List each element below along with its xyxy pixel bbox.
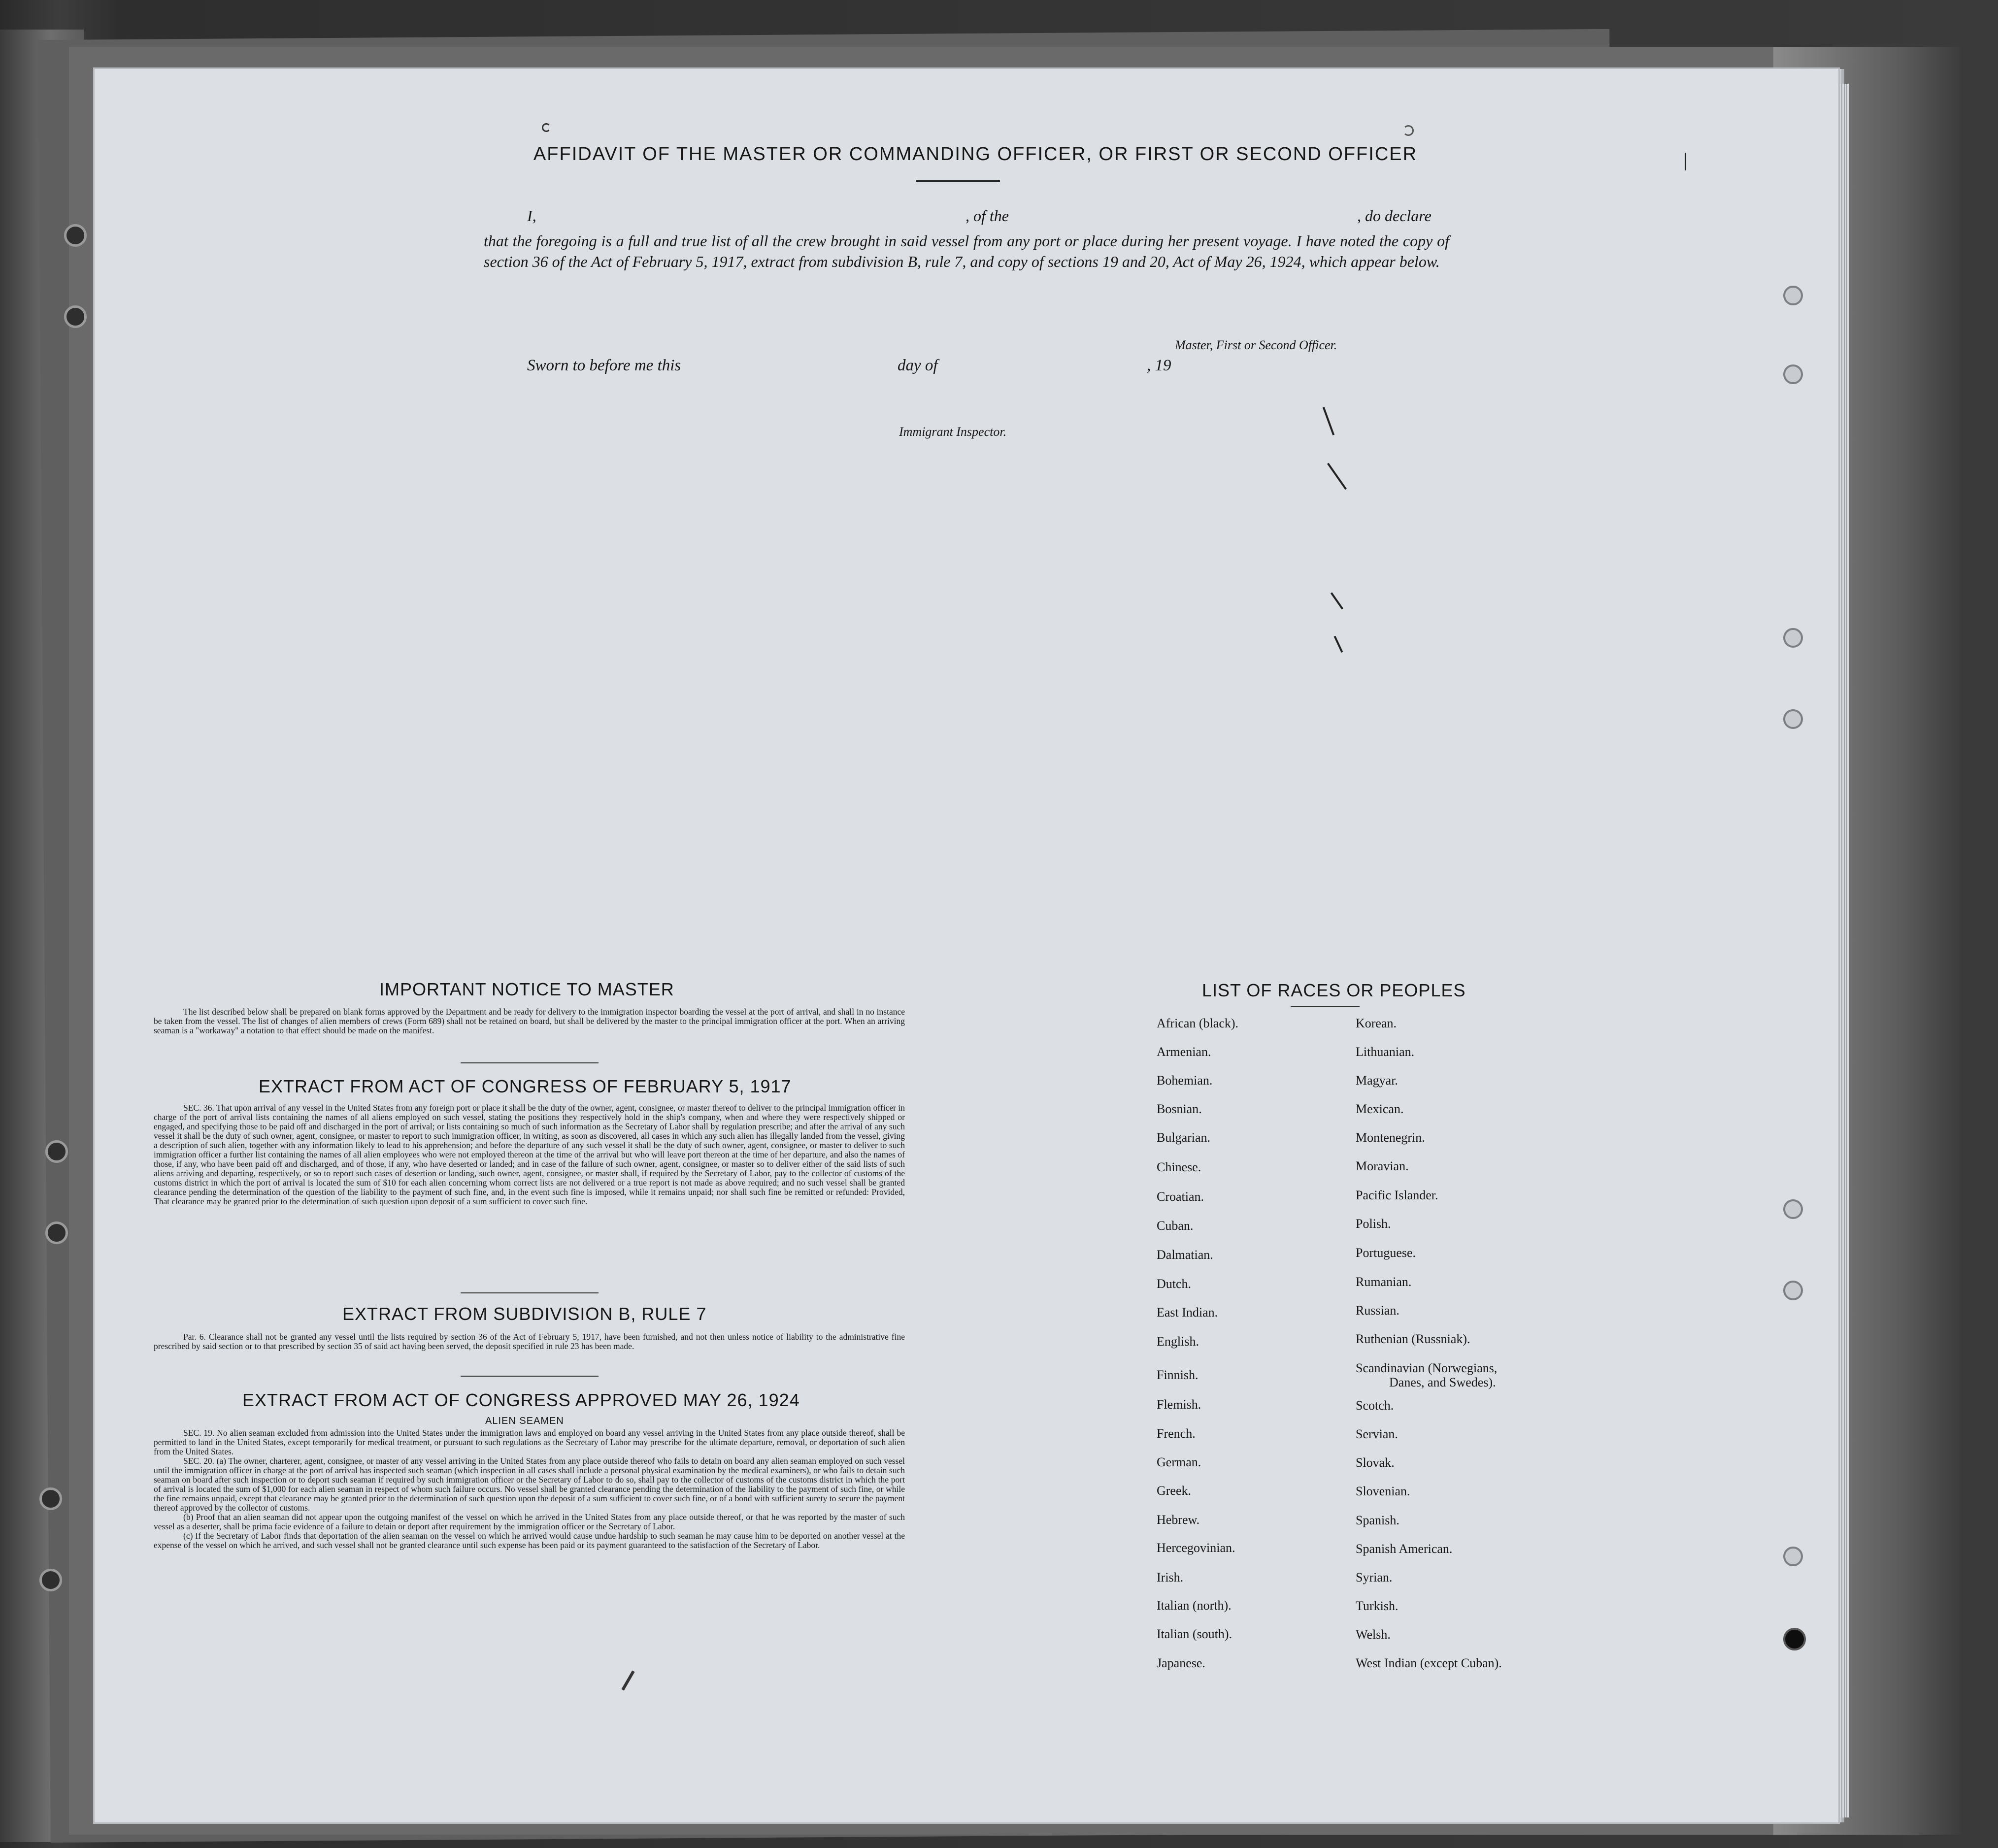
- race-item: Bosnian.: [1157, 1102, 1202, 1116]
- race-item: Italian (north).: [1157, 1598, 1232, 1613]
- race-item: Moravian.: [1356, 1159, 1409, 1173]
- races-title: LIST OF RACES OR PEOPLES: [1202, 980, 1466, 1000]
- race-item: Slovak.: [1356, 1455, 1395, 1470]
- sec36-paragraph: SEC. 36. That upon arrival of any vessel in the United States from any foreign port or place it shall be the duty of the owner, agent, consignee, or master thereof to deliver to the principal immigration officer in charge of the port of arrival lists containing the names of all aliens employed on such vessel, stating the positions they respectively hold in the ship's company, when and where they were respectively shipped or engaged, and specifying those to be paid off and discharged in the port of arrival; or lists containing so much of such information as the Secretary of Labor shall by regulation prescribe; and after the arrival of any such vessel it shall be the duty of such owner, agent, consignee, or master to report to such immigration officer, in writing, as soon as discovered, all cases in which any such alien has illegally landed from the vessel, giving a description of such alien, together with any information likely to lead to his apprehension; and before the departure of any such vessel it shall be the duty of such owner, agent, consignee, or master to deliver to such immigration officer a further list containing the names of all alien employees who were not employed thereon at the time of the arrival but who will leave port thereon at the time of her departure, and also the names of those, if any, who have been paid off and discharged, and of those, if any, who have deserted or landed; and in case of the failure of such owner, agent, consignee, or master so to deliver either of the said lists of such aliens arriving and departing, respectively, or so to report such cases of desertion or landing, such owner, agent, consignee, or master shall, if required by the Secretary of Labor, pay to the collector of customs of the customs district in which the port of arrival is located the sum of $10 for each alien concerning whom correct lists are not delivered or a true report is not made as above required; and no such vessel shall be granted clearance pending the determination of the question of the liability to the payment of such fine, and, in the event such fine is imposed, while it remains unpaid; nor shall such fine be remitted or refunded: Provided, That clearance may be granted prior to the determination of such question upon deposit of a sum sufficient to cover such fine.: [154, 1103, 905, 1206]
- sec20c-paragraph: (c) If the Secretary of Labor finds that deportation of the alien seaman on the vessel on which he arrived would cause undue hardship to such seaman he may cause him to be deported on another vessel at the expense of the vessel on which he arrived, and such vessel shall not be granted clearance until such expense has been paid or its payment guaranteed to the satisfaction of the Secretary of Labor.: [154, 1531, 905, 1550]
- race-item: Japanese.: [1157, 1656, 1205, 1670]
- race-item: Mexican.: [1356, 1102, 1404, 1116]
- race-item: Lithuanian.: [1356, 1045, 1415, 1059]
- declarant-prefix: I,: [527, 207, 536, 225]
- declaration-text: that the foregoing is a full and true list of all the crew brought in said vessel from any port or place during her present voyage. I have noted the copy of section 36 of the Act of February 5, 1917, extract from subdivision B, rule 7, and copy of sections 19 and 20, Act of May 26, 1924, which appear below.: [484, 232, 1449, 270]
- punch-hole: [45, 1140, 68, 1163]
- race-item: Hebrew.: [1157, 1513, 1200, 1527]
- race-item: Welsh.: [1356, 1627, 1391, 1642]
- extract-1917-title: EXTRACT FROM ACT OF CONGRESS OF FEBRUARY 5, 1917: [259, 1076, 792, 1096]
- scan-speck: [542, 123, 551, 132]
- sworn-text: Sworn to before me this: [527, 357, 681, 374]
- page-stack-edge: [1840, 84, 1849, 1817]
- vessel-prefix: , of the: [966, 207, 1009, 225]
- race-item: Montenegrin.: [1356, 1130, 1425, 1145]
- notice-title: IMPORTANT NOTICE TO MASTER: [379, 979, 674, 999]
- punch-hole: [45, 1221, 68, 1244]
- section-rule: [461, 1062, 599, 1063]
- extract-rule7-title: EXTRACT FROM SUBDIVISION B, RULE 7: [342, 1304, 707, 1324]
- section-rule: [461, 1376, 599, 1377]
- race-item: Irish.: [1157, 1570, 1184, 1584]
- punch-hole: [1783, 1628, 1806, 1650]
- rule7-paragraph: Par. 6. Clearance shall not be granted any vessel until the lists required by section 36 of the Act of February 5, 1917, have been furnished, and not then unless notice of liability to the administrative fine prescribed by said section or to that prescribed by section 35 of said act having been served, the deposit specified in rule 23 has been made.: [154, 1332, 905, 1351]
- race-item: English.: [1157, 1334, 1199, 1349]
- sec20b-paragraph: (b) Proof that an alien seaman did not appear upon the outgoing manifest of the vessel on which he arrived in the United States from any place outside thereof, or that he was reported by the master of such vessel as a deserter, shall be prima facie evidence of a failure to detain or deport after requirement by the immigration officer or the Secretary of Labor.: [154, 1512, 905, 1531]
- punch-hole: [1783, 1199, 1803, 1219]
- pencil-mark: [1685, 153, 1686, 170]
- notice-paragraph: The list described below shall be prepared on blank forms approved by the Department and be ready for delivery to the immigration inspector boarding the vessel at the port of arrival, and shall in no instance be taken from the vessel. The list of changes of alien members of crews (Form 689) shall not be retained on board, but shall be delivered by the master to the principal immigration officer at the port. When an arriving seaman is a "workaway" a notation to that effect should be made on the manifest.: [154, 1007, 905, 1035]
- race-item: Polish.: [1356, 1217, 1391, 1231]
- race-item: Portuguese.: [1356, 1246, 1416, 1260]
- race-item: Greek.: [1157, 1484, 1192, 1498]
- race-item: Rumanian.: [1356, 1275, 1412, 1289]
- race-item: Italian (south).: [1157, 1627, 1232, 1641]
- sec20a-paragraph: SEC. 20. (a) The owner, charterer, agent, consignee, or master of any vessel arriving in the United States from any place outside thereof who fails to detain on board any alien seaman employed on such vessel until the immigration officer in charge at the port of arrival has inspected such seaman (which inspection in all cases shall include a personal physical examination by the medical examiners), or who fails to detain such seaman on board after such inspection or to deport such seaman if required by such immigration officer or the Secretary of Labor to do so, shall pay to the collector of customs of the customs district in which the port of arrival is located the sum of $1,000 for each alien seaman in respect of whom such failure occurs. No vessel shall be granted clearance pending the determination of the liability to the payment of such fine, or while the fine remains unpaid, except that clearance may be granted prior to the determination of such question upon the deposit of a sum sufficient to cover such fine, or of a bond with sufficient surety to secure the payment thereof approved by the collector of customs.: [154, 1456, 905, 1513]
- race-item: Bulgarian.: [1157, 1130, 1211, 1145]
- race-item: Pacific Islander.: [1356, 1188, 1438, 1202]
- extract-1924-text: [154, 1428, 905, 1550]
- punch-hole: [1783, 709, 1803, 729]
- race-item: Scandinavian (Norwegians,: [1356, 1361, 1498, 1375]
- race-item: Bohemian.: [1157, 1073, 1213, 1088]
- race-item: East Indian.: [1157, 1305, 1218, 1320]
- day-of-label: day of: [898, 357, 938, 374]
- punch-hole: [1783, 286, 1803, 305]
- race-item: Slovenian.: [1356, 1484, 1410, 1498]
- punch-hole: [1783, 628, 1803, 648]
- extract-rule7-text: [154, 1332, 905, 1351]
- punch-hole: [64, 305, 87, 328]
- race-item: Finnish.: [1157, 1368, 1199, 1382]
- race-item: Chinese.: [1157, 1160, 1201, 1174]
- punch-hole: [1783, 364, 1803, 384]
- extract-1924-title: EXTRACT FROM ACT OF CONGRESS APPROVED MAY 26, 1924: [242, 1390, 800, 1410]
- race-item: Spanish.: [1356, 1513, 1399, 1527]
- race-item: Danes, and Swedes).: [1389, 1375, 1496, 1389]
- race-item: Scotch.: [1356, 1398, 1394, 1413]
- race-item: Croatian.: [1157, 1189, 1204, 1204]
- manifest-page: [95, 69, 1838, 1822]
- race-item: Korean.: [1356, 1016, 1397, 1030]
- punch-hole: [64, 224, 87, 247]
- notice-text: [154, 1007, 905, 1035]
- affidavit-title: AFFIDAVIT OF THE MASTER OR COMMANDING OFFICER, OR FIRST OR SECOND OFFICER: [533, 144, 1418, 165]
- inspector-label: Immigrant Inspector.: [899, 425, 1007, 439]
- race-item: Ruthenian (Russniak).: [1356, 1332, 1470, 1346]
- scan-speck: [1403, 125, 1414, 136]
- race-item: Armenian.: [1157, 1045, 1211, 1059]
- race-item: Dalmatian.: [1157, 1248, 1213, 1262]
- title-rule: [916, 180, 1000, 182]
- year-prefix: , 19: [1147, 357, 1171, 374]
- race-item: French.: [1157, 1426, 1196, 1441]
- race-item: Dutch.: [1157, 1277, 1192, 1291]
- signature-label: Master, First or Second Officer.: [1175, 338, 1337, 352]
- race-item: Flemish.: [1157, 1397, 1201, 1412]
- race-item: Syrian.: [1356, 1570, 1393, 1584]
- extract-1917-text: [154, 1103, 905, 1206]
- race-item: German.: [1157, 1455, 1201, 1469]
- alien-seamen-subtitle: ALIEN SEAMEN: [485, 1416, 564, 1426]
- race-item: West Indian (except Cuban).: [1356, 1656, 1502, 1670]
- punch-hole: [1783, 1281, 1803, 1300]
- declare-suffix: , do declare: [1357, 207, 1432, 225]
- race-item: Servian.: [1356, 1427, 1398, 1441]
- punch-hole: [1783, 1547, 1803, 1566]
- race-item: Cuban.: [1157, 1219, 1194, 1233]
- punch-hole: [39, 1487, 62, 1510]
- race-item: Russian.: [1356, 1303, 1399, 1318]
- sec19-paragraph: SEC. 19. No alien seaman excluded from admission into the United States under the immigration laws and employed on board any vessel arriving in the United States from any place outside thereof, shall be permitted to land in the United States, except temporarily for medical treatment, or pursuant to such regulations as the Secretary of Labor may prescribe for the ultimate departure, removal, or deportation of such alien from the United States.: [154, 1428, 905, 1456]
- race-item: Magyar.: [1356, 1073, 1398, 1088]
- races-rule: [1291, 1006, 1360, 1007]
- race-item: Turkish.: [1356, 1599, 1399, 1613]
- section-rule: [461, 1292, 599, 1293]
- race-item: African (black).: [1157, 1016, 1239, 1030]
- race-item: Hercegovinian.: [1157, 1541, 1235, 1555]
- race-item: Spanish American.: [1356, 1542, 1453, 1556]
- punch-hole: [39, 1569, 62, 1591]
